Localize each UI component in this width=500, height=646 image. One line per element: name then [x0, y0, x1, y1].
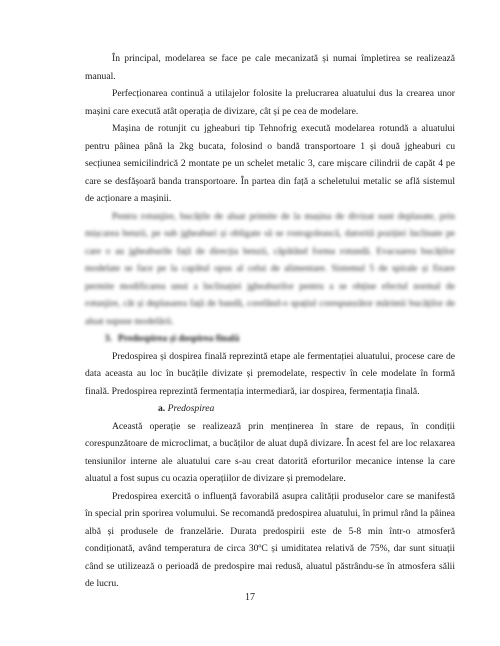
paragraph-5: Predospirea și dospirea finală reprezintă etape ale fermentației aluatului, procese care de data aceasta au loc în bucățile divizate și premodelate, respectiv în cele modelate în formă finală. Predospirea reprezintă fermentația intermediară, iar dospirea, fermentația finală.: [85, 350, 455, 397]
paragraph-7: Predospirea exercită o influență favorabilă asupra calității produselor care se manifestă în special prin sporirea volumului. Se recomandă predospirea aluatului, în primul rând la pâinea albă și produsele de franzelărie. Durata predospirii este de 5-8 min într-o atmosferă condiționată, având temperatura de circa 30ºC și umiditatea relativă de 75%, dar sunt situații când se utilizează o perioadă de predospire mai redusă, aluatul păstrându-se în atmosfera sălii de lucru.: [85, 490, 455, 589]
body-text: [85, 50, 455, 593]
subsection-label: a.: [158, 403, 166, 414]
paragraph-2: Perfecționarea continuă a utilajelor folosite la prelucrarea aluatului dus la crearea unor mașini care execută atât operația de divizare, cât și pe cea de modelare.: [85, 88, 455, 117]
paragraph-3: Mașina de rotunjit cu jgheaburi tip Tehnofrig execută modelarea rotundă a aluatului pentru pâinea până la 2kg bucata, folosind o bandă transportoare 1 și două jgheaburi cu secțiunea semicilindrică 2 montate pe un schelet metalic 3, care mișcare cilindrii de capăt 4 pe care se desfășoară banda transportoare. În partea din față a scheletului metalic se află sistemul de acționare a mașinii.: [85, 123, 455, 204]
paragraph-1: În principal, modelarea se face pe cale mecanizată și numai împletirea se realizează manual.: [85, 53, 455, 82]
section-title: Predospirea și dospirea finală: [118, 333, 240, 344]
subsection-title: Predospirea: [167, 403, 215, 414]
page-number: 17: [245, 592, 255, 603]
paragraph-6: Această operație se realizează prin menținerea în stare de repaus, în condiții corespunzătoare de microclimat, a bucăților de aluat după divizare. În acest fel are loc relaxarea tensiunilor interne ale aluatului care s-au creat datorită eforturilor mecanice intense la care aluatul a fost supus cu ocazia operațiilor de divizare și premodelare.: [85, 420, 455, 484]
subsection-heading: [85, 400, 455, 418]
paragraph-4-blurred: Pentru rotunjire, bucățile de aluat primite de la mașina de divizat sunt deplasate, prin mișcarea benzii, pe sub jgheaburi și obligate să se rostogolească, datorită poziției înclinate pe care o au jgheaburile față de direcția benzii, căpătând forma rotundă. Evacuarea bucăților modelate se face pe la capătul opus al celui de alimentare. Sistemul 5 de spirale și fixare permite modificarea unui a înclinației jgheaburilor pentru a se obține efectul normal de rotunjire, cât și deplasarea față de bandă, corelând-o spațiul corespunzător mărimii bucăților de aluat supuse modelării.: [85, 210, 455, 327]
section-heading: [85, 330, 455, 348]
section-number: 3.: [104, 333, 112, 344]
